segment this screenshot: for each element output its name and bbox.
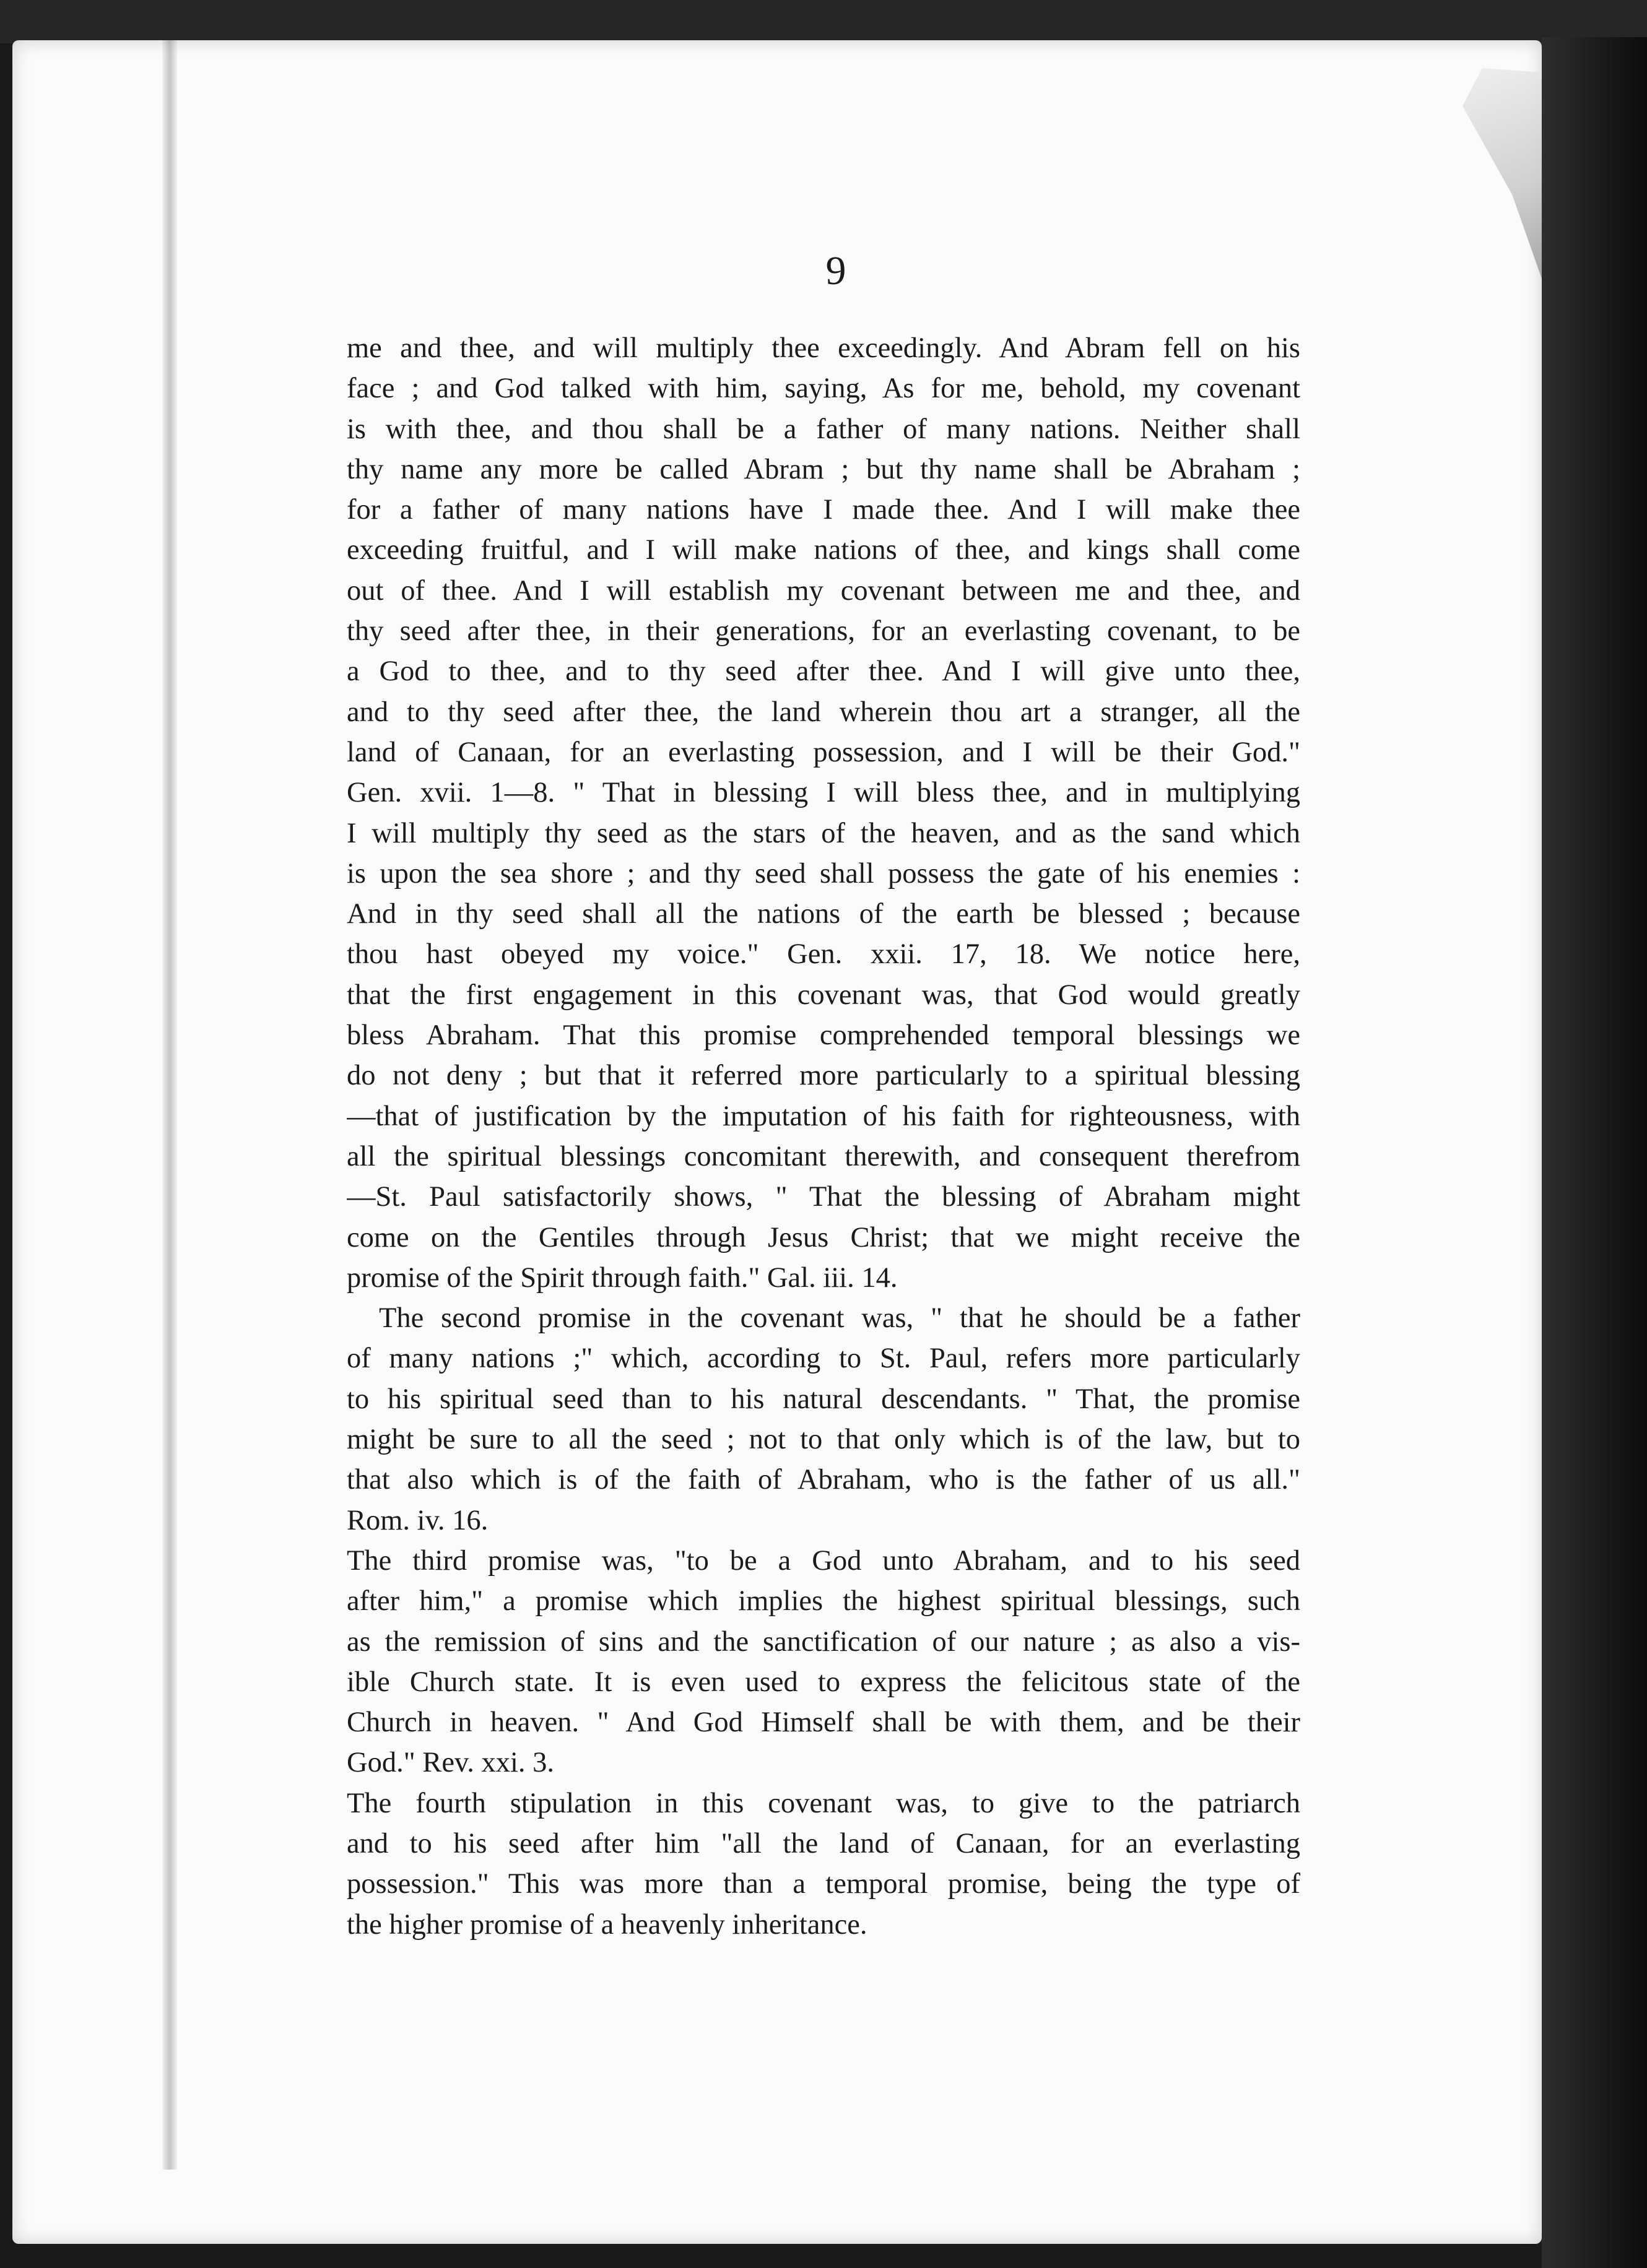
- text-line: God." Rev. xxi. 3.: [347, 1747, 554, 1779]
- text-line: possession." This was more than a temporal promise, being the type of: [347, 1868, 1300, 1900]
- text-line: The second promise in the covenant was, " that he should be a father: [379, 1302, 1300, 1335]
- text-line: after him," a promise which implies the highest spiritual blessings, such: [347, 1585, 1300, 1617]
- text-line: of many nations ;" which, according to St. Paul, refers more particularly: [347, 1343, 1300, 1375]
- scan-background-right: [1542, 37, 1647, 2268]
- text-line: And in thy seed shall all the nations of the earth be blessed ; because: [347, 898, 1300, 930]
- text-line: a God to thee, and to thy seed after thee. And I will give unto thee,: [347, 656, 1300, 688]
- page-number: 9: [825, 248, 846, 293]
- text-line: that also which is of the faith of Abraham, who is the father of us all.": [347, 1464, 1300, 1496]
- text-line: thou hast obeyed my voice." Gen. xxii. 17, 18. We notice here,: [347, 938, 1300, 971]
- text-line: bless Abraham. That this promise comprehended temporal blessings we: [347, 1019, 1300, 1052]
- text-line: promise of the Spirit through faith." Gal. iii. 14.: [347, 1262, 898, 1294]
- text-line: thy name any more be called Abram ; but thy name shall be Abraham ;: [347, 453, 1300, 485]
- scan-background-top: [0, 0, 1647, 43]
- text-line: Rom. iv. 16.: [347, 1504, 489, 1536]
- text-line: —St. Paul satisfactorily shows, " That the blessing of Abraham might: [347, 1181, 1300, 1213]
- text-line: is with thee, and thou shall be a father of many nations. Neither shall: [347, 413, 1300, 445]
- text-line: as the remission of sins and the sanctification of our nature ; as also a vis-: [347, 1625, 1300, 1658]
- text-line: for a father of many nations have I made thee. And I will make thee: [347, 494, 1300, 526]
- text-line: thy seed after thee, in their generations, for an everlasting covenant, to be: [347, 615, 1300, 647]
- text-line: is upon the sea shore ; and thy seed shall possess the gate of his enemies :: [347, 857, 1300, 889]
- text-line: and to his seed after him "all the land of Canaan, for an everlasting: [347, 1827, 1300, 1859]
- text-line: The fourth stipulation in this covenant was, to give to the patriarch: [347, 1787, 1300, 1819]
- text-line: that the first engagement in this covenant was, that God would greatly: [347, 979, 1300, 1011]
- text-line: Gen. xvii. 1—8. " That in blessing I will bless thee, and in multiplying: [347, 777, 1300, 809]
- text-line: face ; and God talked with him, saying, As for me, behold, my covenant: [347, 373, 1300, 405]
- text-line: do not deny ; but that it referred more particularly to a spiritual blessing: [347, 1060, 1300, 1092]
- text-line: come on the Gentiles through Jesus Christ; that we might receive the: [347, 1221, 1300, 1253]
- page-fold-shadow: [162, 40, 177, 2170]
- text-line: out of thee. And I will establish my covenant between me and thee, and: [347, 574, 1300, 607]
- text-line: all the spiritual blessings concomitant therewith, and consequent therefrom: [347, 1140, 1300, 1172]
- text-line: ible Church state. It is even used to express the felicitous state of the: [347, 1666, 1300, 1698]
- text-line: the higher promise of a heavenly inheritance.: [347, 1908, 867, 1941]
- text-line: land of Canaan, for an everlasting possession, and I will be their God.": [347, 736, 1300, 768]
- text-line: to his spiritual seed than to his natural descendants. " That, the promise: [347, 1383, 1300, 1415]
- text-line: The third promise was, "to be a God unto Abraham, and to his seed: [347, 1544, 1300, 1577]
- body-text: [347, 328, 1300, 1945]
- text-line: might be sure to all the seed ; not to that only which is of the law, but to: [347, 1424, 1300, 1456]
- text-line: exceeding fruitful, and I will make nations of thee, and kings shall come: [347, 534, 1300, 566]
- text-line: —that of justification by the imputation of his faith for righteousness, with: [347, 1100, 1300, 1132]
- text-line: Church in heaven. " And God Himself shall be with them, and be their: [347, 1707, 1300, 1739]
- text-line: me and thee, and will multiply thee exceedingly. And Abram fell on his: [347, 332, 1300, 364]
- text-line: and to thy seed after thee, the land wherein thou art a stranger, all the: [347, 696, 1300, 728]
- text-line: I will multiply thy seed as the stars of the heaven, and as the sand which: [347, 817, 1300, 849]
